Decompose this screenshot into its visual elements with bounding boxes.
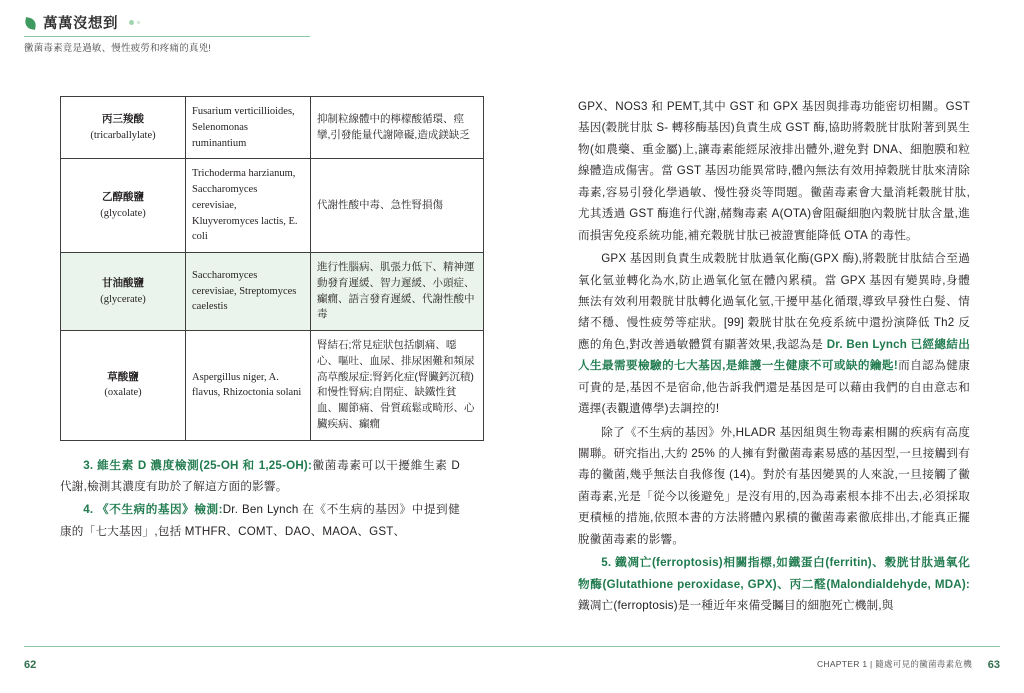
list-item-5-body: 鐵凋亡(ferroptosis)是一種近年來備受矚目的細胞死亡機制,與 xyxy=(578,599,894,613)
page-header xyxy=(24,12,354,54)
page-title: 萬萬沒想到 xyxy=(43,16,118,32)
list-item-3 xyxy=(60,455,460,498)
organism-cell: Trichoderma harzianum, Saccharomyces cerevisiae, Kluyveromyces lactis, E. coli xyxy=(186,159,311,253)
paragraph-2-part-a: GPX 基因則負責生成穀胱甘肽過氧化酶(GPX 酶),將穀胱甘肽結合至過氧化氫並轉化為水,防止過氧化氫在體內累積。當 GPX 基因有變異時,身體無法有效利用穀胱甘肽轉化過氧化氫,干擾甲基化循環,導致早發性白髮、情緒不穩、慢性疲勞等症狀。[99] 穀胱甘肽在免疫系統中還扮演降低 Th2 反應的角色,對改善過敏體質有顯著效果,我認為是 xyxy=(578,252,970,351)
compound-name-en: (glycerate) xyxy=(100,293,146,305)
page-number-left: 62 xyxy=(24,659,37,671)
paragraph-2 xyxy=(578,248,970,420)
mycotoxin-metabolites-table xyxy=(60,96,484,441)
paragraph-2-part-b: 而自認為健康可貴的是,基因不是宿命,他告訴我們還是基因是可以藉由我們的自由意志和選擇(表觀遺傳學)去調控的! xyxy=(578,359,971,416)
compound-name-cell xyxy=(61,253,186,331)
list-item-4-body: Dr. Ben Lynch 在《不生病的基因》中提到健康的「七大基因」,包括 MTHFR、COMT、DAO、MAOA、GST、 xyxy=(60,503,460,538)
paragraph-1: GPX、NOS3 和 PEMT,其中 GST 和 GPX 基因與排毒功能密切相關。GST 基因(穀胱甘肽 S- 轉移酶基因)負責生成 GST 酶,協助將穀胱甘肽附著到異生物(如農藥、重金屬)上,讓毒素能經尿液排出體外,避免對 DNA、細胞膜和粒線體造成傷害。當 GST 基因功能異常時,體內無法有效用掉穀胱甘肽來清除毒素,容易引發化學過敏、慢性發炎等問題。黴菌毒素會大量消耗穀胱甘肽,尤其透過 GST 酶進行代謝,赭麴毒素 A(OTA)會阻礙細胞內穀胱甘肽含量,進而損害免疫系統功能,補充穀胱甘肽已被證實能降低 OTA 的毒性。 xyxy=(578,100,970,242)
header-divider xyxy=(24,36,310,37)
header-title-row xyxy=(24,12,354,33)
table-row xyxy=(61,253,484,331)
compound-name-en: (glycolate) xyxy=(100,207,146,219)
table-row xyxy=(61,97,484,159)
compound-name-zh: 丙三羧酸 xyxy=(102,112,144,125)
compound-name-zh: 乙醇酸鹽 xyxy=(102,190,144,203)
compound-name-cell xyxy=(61,97,186,159)
table-row xyxy=(61,331,484,441)
footer-divider xyxy=(24,646,1000,647)
list-item-5 xyxy=(578,552,970,616)
compound-name-en: (tricarballylate) xyxy=(90,129,156,141)
compound-name-zh: 甘油酸鹽 xyxy=(102,276,144,289)
list-item-3-body: 黴菌毒素可以干擾維生素 D 代謝,檢測其濃度有助於了解這方面的影響。 xyxy=(60,458,460,493)
paragraph-3: 除了《不生病的基因》外,HLADR 基因組與生物毒素相關的疾病有高度關聯。研究指出,大約 25% 的人擁有對黴菌毒素易感的基因型,一旦接觸到有毒的黴菌,幾乎無法自我修復 (14)。對於有基因變異的人來說,一旦接觸了黴菌毒素,光是「從今以後避免」是沒有用的,因為毒素根本排不出去,必須採取更積極的措施,依照本書的方法將體內累積的黴菌毒素徹底排出,才能真正擺脫黴菌毒素的影響。 xyxy=(578,425,970,546)
left-column xyxy=(60,96,475,544)
leaf-icon xyxy=(24,16,38,30)
compound-name-cell xyxy=(61,159,186,253)
effect-cell: 抑制粒線體中的檸檬酸循環、痙攣,引發能量代謝障礙,造成鎂缺乏 xyxy=(311,97,484,159)
list-item-3-heading: 3. 維生素 D 濃度檢測(25-OH 和 1,25-OH): xyxy=(83,458,313,472)
page-number-right: 63 xyxy=(987,659,1000,671)
paragraph-2-emphasis: Dr. Ben Lynch 已經總結出人生最需要檢驗的七大基因,是維護一生健康不可或缺的鑰匙! xyxy=(578,337,971,373)
effect-cell: 腎結石;常見症狀包括劇痛、噁心、嘔吐、血尿、排尿困難和頻尿高草酸尿症;腎鈣化症(腎臟鈣沉積)和慢性腎病;自閉症、缺鐵性貧血、關節痛、骨質疏鬆或畸形、心臟疾病、癲癇 xyxy=(311,331,484,441)
effect-cell: 進行性腦病、肌張力低下、精神運動發育遲緩、智力遲緩、小頭症、癲癇、語言發育遲緩、代謝性酸中毒 xyxy=(311,253,484,331)
page-subtitle: 黴菌毒素竟是過敏、慢性疲勞和疼痛的真兇! xyxy=(24,43,212,54)
table-body xyxy=(61,97,484,441)
list-item-4-heading: 4. 《不生病的基因》檢測: xyxy=(83,503,223,517)
organism-cell: Saccharomyces cerevisiae, Streptomyces caelestis xyxy=(186,253,311,331)
compound-name-zh: 草酸鹽 xyxy=(107,370,139,383)
organism-cell: Fusarium verticillioides, Selenomonas ruminantium xyxy=(186,97,311,159)
list-item-4 xyxy=(60,499,460,542)
chapter-running-head: CHAPTER 1 | 隨處可見的黴菌毒素危機 xyxy=(816,659,972,669)
effect-cell: 代謝性酸中毒、急性腎損傷 xyxy=(311,159,484,253)
compound-name-en: (oxalate) xyxy=(104,387,142,399)
compound-name-cell xyxy=(61,331,186,441)
right-column xyxy=(578,96,970,619)
list-item-5-heading: 5. 鐵凋亡(ferroptosis)相關指標,如鐵蛋白(ferritin)、穀胱甘肽過氧化物酶(Glutathione peroxidase, GPX)、丙二醛(Malondialdehyde, MDA): xyxy=(578,556,970,591)
table-row xyxy=(61,159,484,253)
organism-cell: Aspergillus niger, A. flavus, Rhizoctonia solani xyxy=(186,331,311,441)
decorative-dots xyxy=(129,20,140,25)
